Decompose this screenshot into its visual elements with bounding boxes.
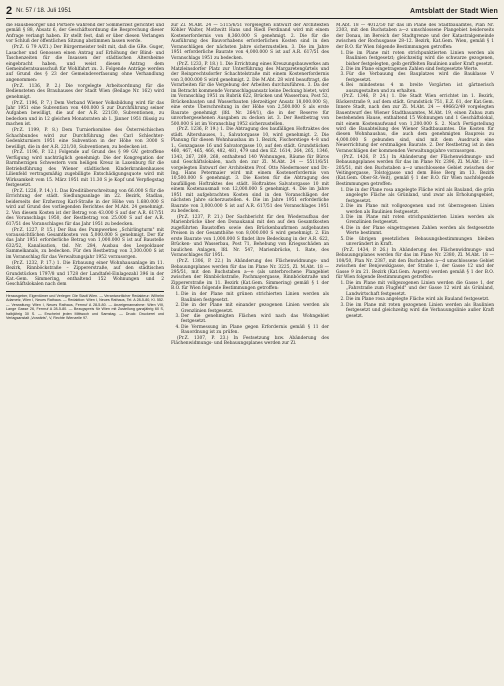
paragraph: (Pr.Z. 1196, P. 7.) Dem Verband Wiener Volksbildung wird für das Jahr 1951 eine Subvention von 400.000 S zur Durchführung seiner Aufgaben bewilligt, die auf der A.R. 221/30, Subventionen, zu bedecken und in 12 gleichen Monatsraten ab 1. Jänner 1951 flüssig zu machen ist. bbox=[6, 100, 164, 128]
list-item: 2. Die im Plane mit vollgezogenen und rot überzogenen Linien werden als Baulinien festgesetzt. bbox=[346, 204, 494, 215]
text-columns bbox=[6, 23, 498, 683]
paragraph: (Pr.Z. 1232, P. 17.) 1. Die Erbauung einer Wohnhausanlage im 11. Bezirk, Rinnböckstraße – Zippererstraße, auf den städtischen Grundstücken 1797/8 und 1728 der Landtafel-Einlagezahl 396 in der Kat.-Gem. Simmering, enthaltend 152 Wohnungen und 2 Geschäftslokalen nach dem bbox=[6, 260, 164, 288]
list-item: 2. Die im Plane rosa angelegte Fläche wird als Bauland festgesetzt. bbox=[346, 297, 494, 302]
numbered-list bbox=[336, 281, 494, 319]
publication-title: Amtsblatt der Stadt Wien bbox=[410, 7, 498, 15]
imprint: Herausgeber, Eigentümer und Verleger: Die Stadt Wien. — Verantwortlicher Redakteur: Wilhelm Adametz, Wien I, Neues Rathaus. — Redaktion: Wien I, Neues Rathaus, Tel. A 28-5-80, Kl. 552. — Verwaltung: Wien I, Neues Rathaus, Fernruf A 28-5-80. — Anzeigenannahme: Wien VIII, Lange Gasse 26, Fernruf A 28-5-80. — Bezugspreis für Wien mit Zustellung ganzjährig 60 S, halbjährig 30 S. — Erscheint jeden Mittwoch und Samstag. — Druck: Druckerei und Verlagsanstalt „Vorwärts", V, Rechte Wienzeile 97. bbox=[6, 291, 164, 320]
numbered-list bbox=[336, 51, 494, 95]
paragraph: (Pr.Z. 1136, P. 2.) Die vorgelegte Arbeitsordnung für die Bediensteten des Brauhauses der Stadt Wien (Beilage Nr. 162) wird genehmigt. bbox=[6, 83, 164, 100]
paragraph: (Pr.Z. 1307, P. 23.) In Festsetzung bzw. Abänderung des Flächenwidmungs- und Bebauungsplanes werden zur Zl. bbox=[171, 335, 329, 347]
list-item: 1. Die im Plane mit roten strichpunktierten Linien werden als Baulinien festgesetzt; gleichzeitig wird die schwarze gezogenen, bisher festgelegten, gelb geriffelten Baulinien außer Kraft gesetzt. bbox=[346, 51, 494, 67]
paragraph: (Pr.Z. 1196, P. 12.) Folgende auf Grund des § 99 GV. getroffene Verfügung wird nachträglich genehmigt: Die der Kongregation der Barmherzigen Schwestern vom heiligen Kreuz in Laxenburg für die Betriebsführung des Wiener städtischen Kinderkrankenhauses Lilienfeld vertragsmäßig zugebilligte Entschädigungsquote wird mit Wirksamkeit vom 15. März 1951 mit 11.30 S je Kopf und Verpflegstag festgesetzt. bbox=[6, 150, 164, 189]
list-item: 1. Die in der Plane mit grünen strichierten Linien werden als Baulinien festgesetzt. bbox=[181, 292, 329, 303]
list-item: 3. Die im Plane mit roten strichpunktierten Linien werden als Grenzlinien festgesetzt. bbox=[346, 215, 494, 226]
list-item: 4. Die Vermessung im Plane gegen Erfordernis gemäß § 11 der Bauordnung ist zu prüfen. bbox=[181, 325, 329, 336]
page-number: 2 bbox=[6, 5, 13, 17]
paragraph: (Pr.Z. 1306, P. 22.) In Abänderung des Flächenwidmungs- und Bebauungsplanes werden für das im Plane Nr. 3225, Zl. M.Abt. 18 — 295/51, mit den Buchstaben a—e (als unterbrochene Plangebiet zwischen der Rinnböckstraße, Pachmayergasse, Rinnböckstraße und Zippererstraße im 11. Bezirk (Kat.Gem. Simmering) gemäß § 1 der B.O. für Wien folgende Bestimmungen getroffen: bbox=[171, 259, 329, 292]
list-item: 1. Die im Plane mit vollgezogenen Linien werden die Gasse 1, der „Fahrstraße zum Flugfeld" und der Gasse 12 wird als Grünland, Landwirtschaft festgesetzt. bbox=[346, 281, 494, 297]
paragraph: (Pr.Z. 1227, P. 15.) Der Bau des Pumpwerkes „Schirlingturm" mit voraussichtlichen Gesamtkosten von 5,000.000 S genehmigt. Der für das Jahr 1951 erforderliche Betrag von 1,000.000 S ist auf Baustelle 632/52, Kanalisation, tlsl. Nr. 284, Ausbau des Leopoldauer Sammelkanals, zu bedecken. Für den Restbetrag von 3,300.000 S ist im Voranschlag für das Verwaltungsjahr 1952 vorzusorgen. bbox=[6, 227, 164, 260]
list-item: 4. Bei mindestens 4 m breite Vorgärten ist gärtnerisch auszugestalten und zu erhalten. bbox=[346, 83, 494, 94]
paragraph: (Pr.Z. 1237, P. 21.) Der Sachbericht für den Wiederaufbau der Marienbrücke über den Donaukanal mit den auf den Gesamtkosten zugeführten Baustoffen sowie den Brückenbaufirmen aufgebauten Preisen in der Gesamthöhe von 8,000.000 S wird genehmigt. 2. Ein erste Baurate von 1,000.000 S findet ihre Bedeckung in der A.R. 622, Brücken- und Wasserbau, Post 71, Behebung von Kriegsschäden an baulichen Anlagen, lfd. Nr. 547, Marienbrücke, 1. Rate, des Voranschlages für 1951. bbox=[171, 215, 329, 259]
page-header bbox=[6, 4, 498, 19]
issue-line: Nr. 57 / 18. Juli 1951 bbox=[16, 8, 72, 14]
paragraph: (Pr.Z. 1226, P. 14.) 1. Das Kreditüberschreitung von 66.000 S für die Errichtung der städt. Siedlungsanlage im 22. Bezirk, Stadlau, beiderseits der Erzherzog Karl-Straße in der Höhe von 1.680.000 S wird auf Grund des vorliegenden Berichtes der M.Abt. 24 genehmigt. 2. Von diesem Kosten ist der Betrag von 43.000 S auf der A.R. 617/51 des Voranschlags 1950, der Restbetrag von 25.000 S auf der A.R. 617/51 des Voranschlages für das Jahr 1951 zu bedecken. bbox=[6, 188, 164, 227]
paragraph: (Pr.Z. 1233, P. 18.) 1. Die Errichtung eines Kreuzungsbauwerkes am Matzleinsdorfer Platz zur Unterführung des Margaretengürtels und der Reinprechtsdorfer Schachtelstraße mit einem Kostenerfordernis von 3,000.000 S wird genehmigt. 2. Die M.Abt. 28 wird beauftragt, die Vorarbeiten für die Vergebung der Arbeiten durchzuführen. 3. Da der im Betracht kommende Voranschlagsansatz keine Deckung bietet, wird im Voranschlag 1951 zu Rubrik 622, Brücken und Wasserbau, Post 52, Brückenbauten und Wasserbauten (derzeitiger Ansatz 18,000.000 S), eine erste Überschreitung in der Höhe von 2,500.000 S als erste Baurate genehmigt (lfd. Nr. 264/1), die in der Reserve für unvorhergesehenen Ausgaben zu decken ist. 3. Der Restbetrag von 500.000 S ist im Voranschlag 1952 sicherzustellen. bbox=[171, 61, 329, 127]
paragraph: (Pr.Z. 1199, P. 8.) Dem Turnierkomitee des Österreichischen Schachbundes wird zur Durchführung des Carl Schlechter-Gedenkturniers 1951 eine Subvention in der Höhe von 3000 S bewilligt, die in der A.R. 221/30, Subventionen, zu bedecken ist. bbox=[6, 128, 164, 150]
paragraph: (Pr.Z. G 79 A/Z1.) Der Bürgermeister teilt mit, daß die GRe. Guger, Lasacher und Genossen einen Antrag auf Erhöhung der Blind- und Taschenzeiten für die Insassen der städtischen Altersheime eingebracht haben, und weist diesen Antrag dem Gemeinderatsausschuß für Wohlfahrt zu. 3. Folgende Anträge werden auf Grund des § 23 der Gemeindeverfassung ohne Verhandlung angenommen: bbox=[6, 45, 164, 83]
list-item: 2. Die im Plane eingetragenen Zahlen sind festgesetzte Werte. bbox=[346, 67, 494, 72]
list-item: 3. Der die genehmigten Flächen wird nach das Wohngebiet festgesetzt. bbox=[181, 314, 329, 325]
column-3 bbox=[336, 23, 494, 683]
paragraph: (Pr.Z. 1426, P. 25.) In Abänderung der Flächenwidmungs- und Bebauungsplanes werden für das im Plane Nr. 2396, Zl. M.Abt. 18 — 205/51, mit den Buchstaben a—z umschlossene Gebiet zwischen der Veitingergasse, Tolstojgasse und dem Böse Berg im 13. Bezirk (Kat.Gem. Ober-St.-Veit), gemäß § 1 der B.O. für Wien nachfolgende Bestimmungen getroffen: bbox=[336, 154, 494, 187]
list-item: 4. Die in der Plane eingetragenen Zahlen werden als festgesetzte Werte bestimmt. bbox=[346, 226, 494, 237]
paragraph: (Pr.Z. 1346, P. 24.) 1. Die Stadt Wien errichtet im 1. Bezirk, Bäckerstraße 9, auf dem städt. Grundstück 751, E.Z. 61, der Kat.Gem. Innere Stadt, nach den zur Zl. M.Abt. 24 — 4966/2/49 vorgelegten Bauentwurf des Wiener Stadtbauamtes, M.Abt. 19, einen Zubau zum bestehenden Hause, enthaltend 15 Wohnungen und 1 Geschäftslokal, mit einem Kostenaufwand von 1,200.000 S. 2. Nach Fertigstellung wird die Bauabteilung des Wiener Stadtbauamtes. Die Kosten für diesen Wohnhausbau, die auch dem genehmigten Baupreis zu 4,000.000 S gebunden sind, sind mit dem Ausdruck eine Neuerrichtung der erstmaligen Baurate. 2. Der Restbetrag ist in den Voranschlägen der kommenden Verwaltungsjahre vorzusorgen. bbox=[336, 94, 494, 154]
list-item: 2. Die in der Plane mit einander gezogenen Linien werden als Grenzlinien festgesetzt. bbox=[181, 303, 329, 314]
paragraph: die Hausbesorger und Portiere während der Sommerzeit gerichtet und gemäß § 88, Absatz 6, der Geschäftsordnung die Besprechung dieser Anfrage verlangt haben. Er stellt fest, daß er über diesen Verlangen vor Schluß der öffentlichen Sitzung abstimmen lassen werde. bbox=[6, 23, 164, 45]
list-item: 1. Die in der Plane rosa angelegte Fläche wird als Bauland, die grün angelegte Fläche als Grünland, und zwar als Erholungsgebiet, festgesetzt. bbox=[346, 188, 494, 204]
list-item: 3. Die im Plane mit roten gezogenen Linien werden als Baulinien festgesetzt und gleichzeitig wird die Verbauungslinie außer Kraft gesetzt. bbox=[346, 303, 494, 319]
paragraph: (Pr.Z. 1434, P. 26.) In Abänderung des Flächenwidmungs- und Bebauungsplanes werden für das im Plane Nr. 2380, Zl. M.Abt. 18 — 108/50, Plan Nr. 2387, mit den Buchstaben a—d umschlossene Gebiet zwischen der Benjowskigasse, der Straße 1, der Gasse 12 und der Gasse 9 im 21. Bezirk (Kat.Gem. Aspern) werden gemäß § 1 der B.O. für Wien folgende Bestimmungen getroffen: bbox=[336, 247, 494, 281]
list-item: 5. Die übrigen gesetzlichen Bebauungsbestimmungen bleiben unverändert in Kraft. bbox=[346, 237, 494, 248]
column-1 bbox=[6, 23, 164, 683]
paragraph: (Pr.Z. 1236, P. 19.) 1. Die Abtragung des baufälligen Hoftraktes des städt. Altershauses, 1., Salvatorgasse 10, wird genehmigt. 2. Die Planung für diesen Wohnhausbau im 1. Bezirk, Fischerstiege 4–8 und 1., Gonzagasse 16 und Salvatorgasse 10, auf den städt. Grundstücken 460, 467, 465, 466, 482, 481, 479 und den EZ. 1614, 264, 265, 1346, 1343, 267, 269, 268, enthaltend 140 Wohnungen, Räume für Büros und Geschäftslokalen, nach den zur Zl. M.Abt. 24 — 5511/6/51 vorgelegten Entwurf der Architekten Prof. Otto Niedermoser und Dr.-Ing. Hans Petermaier wird mit einem Kostenerfordernis von 10,500.000 S genehmigt. 3. Die Kosten für die Abtragung des baufälligen Hoftraktes des städt. Hoftraktes Salvatorgasse 10 mit einem Kostenausmaß von 12,000.000 S genehmigt. 4. Die im Jahre 1951 mit aufgebrachten Kosten sind in den Voranschlägen der nächsten Jahre sicherzustellen. 4. Die im Jahre 1951 erforderliche Baurate von 3,000.000 S ist auf A.R. 617/51 des Voranschlages 1951 zu bedecken. bbox=[171, 127, 329, 215]
numbered-list bbox=[171, 292, 329, 336]
paragraph: zur Zl. M.Abt. 24 — 5115/6/51 vorgelegten Entwurf der Architekten Köhler Walter, Mothwitt Hans und Riedl Ferdinand wird mit einem Kostenerfordernis von 8,360.000 S genehmigt. 2. Die für die Ausführung des Bauvorhabens erforderlichen Kosten sind in den Voranschlägen der nächsten Jahre sicherzustellen. 3. Die im Jahre 1951 erforderliche Baurate von 4,000.000 S ist auf A.R. 617/51 des Voranschlags 1951 zu bedecken. bbox=[171, 23, 329, 61]
column-2 bbox=[171, 23, 329, 683]
paragraph: M.Abt. 18 — 4012/50 für das im Plane des Stadtbauamtes, Plan Nr. 2303, mit den Buchstaben a—z umschlossene Plangebiet beiderseits der Donau, im Bereich der Stadtgrenze und der Katastralgemeinde zwischen der Rochusgasse 28–12. Bezirk, Kat.Gem. Wien, gemäß § 1 der B.O. für Wien folgende Bestimmungen getroffen: bbox=[336, 23, 494, 50]
numbered-list bbox=[336, 188, 494, 248]
list-item: 3. Für die Verbauung des Bauplatzes wird die Bauklasse V festgesetzt. bbox=[346, 72, 494, 83]
